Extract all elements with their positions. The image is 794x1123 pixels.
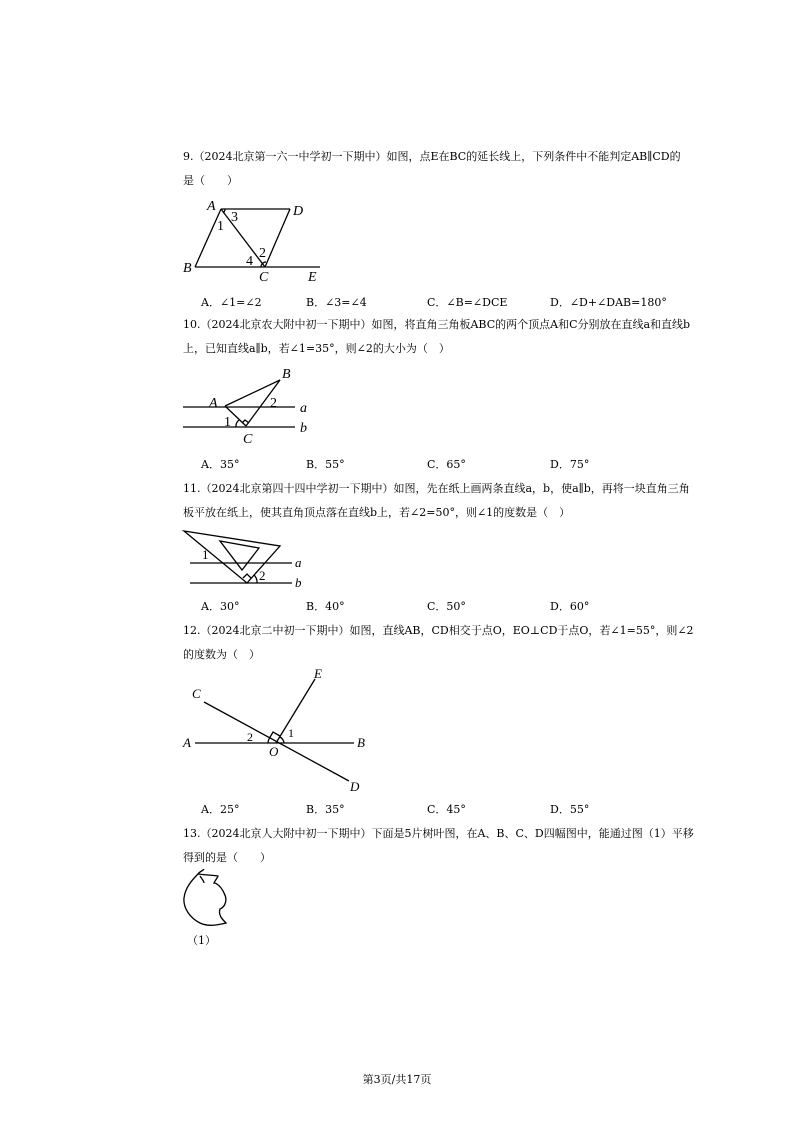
q9-option-b[interactable]: B．∠3=∠4: [306, 296, 367, 309]
q12-text-line1: 12.（2024北京二中初一下期中）如图，直线AB，CD相交于点O，EO⊥CD于点O，若∠1=55°，则∠2: [183, 624, 694, 637]
q9-angle-2: 2: [259, 246, 266, 261]
page-footer: 第3页/共17页: [362, 1073, 432, 1086]
q12-angle-1: 1: [288, 726, 294, 740]
q9-angle-1: 1: [217, 219, 224, 234]
q11-line-label-a: a: [295, 555, 302, 570]
q9-label-a: A: [207, 199, 216, 214]
q9-option-d[interactable]: D．∠D+∠DAB=180°: [550, 296, 667, 309]
q10-line-label-a: a: [300, 401, 307, 416]
q11-line-label-b: b: [295, 575, 302, 590]
q12-label-b: B: [357, 735, 365, 750]
leaf-outline: [184, 874, 226, 925]
q9-text-line1: 9.（2024北京第一六一中学初一下期中）如图，点E在BC的延长线上，下列条件中不能判定AB∥CD的: [183, 150, 681, 163]
q12-option-a[interactable]: A．25°: [201, 803, 240, 816]
q10-label-b: B: [282, 367, 291, 382]
q11-figure: [180, 523, 320, 593]
q11-text-line2: 板平放在纸上，使其直角顶点落在直线b上，若∠2=50°，则∠1的度数是（ ）: [183, 506, 571, 519]
q13-leaf-figure: [178, 866, 238, 936]
q9-text-line2: 是（ ）: [183, 174, 238, 187]
q10-right-angle-mark: [242, 420, 249, 423]
q12-option-b[interactable]: B．35°: [306, 803, 345, 816]
q10-figure: [180, 366, 330, 446]
q13-text-line1: 13.（2024北京人大附中初一下期中）下面是5片树叶图，在A、B、C、D四幅图中，能通过图（1）平移: [183, 827, 694, 840]
q11-option-b[interactable]: B．40°: [306, 600, 345, 613]
q9-angle-3: 3: [231, 210, 238, 225]
q11-option-c[interactable]: C．50°: [427, 600, 466, 613]
q11-options: [201, 598, 761, 614]
q10-option-d[interactable]: D．75°: [550, 458, 590, 471]
q10-options: [201, 456, 761, 472]
q11-angle-2: 2: [259, 568, 266, 583]
q12-text-line2: 的度数为（ ）: [183, 648, 260, 661]
q12-label-a: A: [183, 735, 191, 750]
q11-angle-1: 1: [202, 547, 209, 562]
q10-line-label-b: b: [300, 421, 307, 436]
q11-text-line1: 11.（2024北京第四十四中学初一下期中）如图，先在纸上画两条直线a，b，使a∥b，再将一块直角三角: [183, 482, 690, 495]
q9-line-dc: [265, 209, 290, 267]
q9-option-c[interactable]: C．∠B=∠DCE: [427, 296, 508, 309]
q10-option-a[interactable]: A．35°: [201, 458, 240, 471]
q12-label-c: C: [192, 686, 201, 701]
q9-label-d: D: [293, 204, 304, 219]
q9-options: [201, 294, 761, 310]
q9-angle-4: 4: [246, 254, 253, 269]
q10-text-line1: 10.（2024北京农大附中初一下期中）如图，将直角三角板ABC的两个顶点A和C分别放在直线a和直线b: [183, 318, 691, 331]
q12-line-oe: [276, 679, 315, 743]
q12-figure: [180, 665, 380, 795]
leaf-stem: [198, 869, 204, 874]
q9-option-a[interactable]: A．∠1=∠2: [201, 296, 262, 309]
q12-option-c[interactable]: C．45°: [427, 803, 466, 816]
q9-line-ba: [195, 209, 221, 267]
q10-label-a: A: [209, 396, 218, 411]
q9-figure: [180, 196, 360, 286]
q10-text-line2: 上，已知直线a∥b，若∠1=35°，则∠2的大小为（ ）: [183, 342, 450, 355]
q12-angle-arc: [280, 737, 284, 743]
q10-label-c: C: [243, 432, 253, 447]
q9-label-b: B: [183, 261, 192, 276]
q12-option-d[interactable]: D．55°: [550, 803, 590, 816]
q12-label-o: O: [269, 744, 279, 759]
q12-angle-2: 2: [247, 730, 253, 744]
q12-label-e: E: [314, 666, 322, 681]
q13-figure-caption: （1）: [187, 934, 216, 947]
q10-option-b[interactable]: B．55°: [306, 458, 345, 471]
q12-label-d: D: [350, 779, 360, 794]
q11-angle-arc: [254, 575, 257, 583]
q12-options: [201, 801, 761, 817]
q11-right-angle-mark: [243, 574, 251, 578]
q10-angle-arc: [236, 420, 239, 427]
q11-option-d[interactable]: D．60°: [550, 600, 590, 613]
q11-option-a[interactable]: A．30°: [201, 600, 240, 613]
q9-label-c: C: [259, 270, 269, 285]
q9-label-e: E: [308, 270, 317, 285]
q13-text-line2: 得到的是（ ）: [183, 851, 271, 864]
q10-option-c[interactable]: C．65°: [427, 458, 466, 471]
leaf-vein: [200, 876, 204, 883]
q10-angle-2: 2: [270, 396, 277, 411]
q10-angle-1: 1: [224, 415, 231, 430]
